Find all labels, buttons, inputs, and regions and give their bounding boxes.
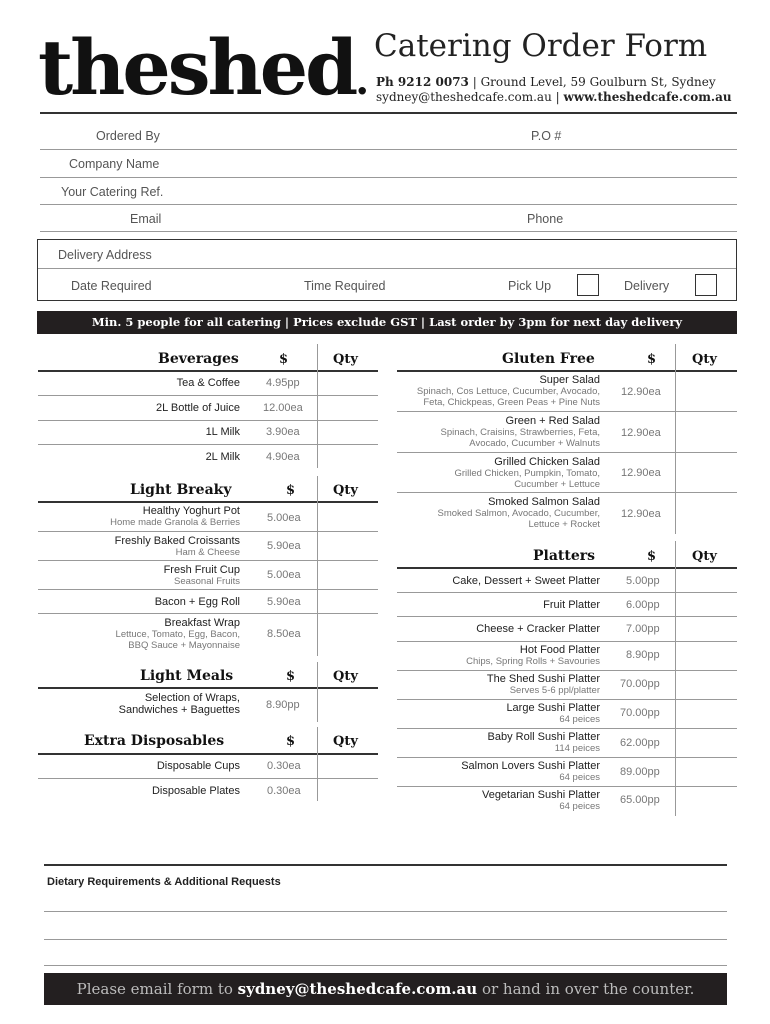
- email-phone-field[interactable]: [40, 231, 737, 232]
- qty-entry-line[interactable]: [38, 613, 378, 614]
- light-breaky-price-header: $: [286, 483, 296, 498]
- delivery-address-label: Delivery Address: [58, 248, 152, 262]
- website-link[interactable]: www.theshedcafe.com.au: [563, 90, 732, 104]
- logo: theshed.: [38, 23, 367, 112]
- catering-ref-label: Your Catering Ref.: [61, 185, 164, 199]
- menu-item: Disposable Cups: [156, 760, 240, 772]
- qty-entry-line[interactable]: [38, 395, 378, 396]
- extra-disposables-price-header: $: [286, 734, 296, 749]
- qty-entry-line[interactable]: [397, 492, 737, 493]
- menu-item: The Shed Sushi Platter Serves 5-6 ppl/platter: [486, 673, 600, 696]
- menu-item: Bacon + Egg Roll: [154, 596, 240, 608]
- extra-disposables-qty-divider: [317, 727, 318, 801]
- item-price: 12.90ea: [621, 386, 661, 398]
- beverages-qty-header: Qty: [333, 352, 358, 367]
- item-price: 5.90ea: [267, 596, 301, 608]
- menu-item: Cake, Dessert + Sweet Platter: [452, 575, 600, 587]
- qty-entry-line[interactable]: [397, 592, 737, 593]
- item-price: 65.00pp: [620, 794, 660, 806]
- ordered-by-field[interactable]: [40, 149, 737, 150]
- date-required-label: Date Required: [71, 279, 152, 293]
- menu-item: Healthy Yoghurt Pot Home made Granola & Berries: [110, 505, 240, 528]
- address: | Ground Level, 59 Goulburn St, Sydney: [472, 75, 716, 89]
- item-price: 62.00pp: [620, 737, 660, 749]
- light-breaky-title: Light Breaky: [130, 482, 232, 498]
- light-breaky-divider: [38, 501, 378, 503]
- menu-item: Baby Roll Sushi Platter 114 peices: [487, 731, 600, 754]
- light-meals-qty-divider: [317, 662, 318, 722]
- qty-entry-line[interactable]: [38, 560, 378, 561]
- pick-up-label: Pick Up: [508, 279, 552, 293]
- dietary-line[interactable]: [44, 965, 727, 966]
- dietary-line[interactable]: [44, 911, 727, 912]
- menu-item: Freshly Baked Croissants Ham & Cheese: [114, 535, 240, 558]
- time-required-label: Time Required: [304, 279, 386, 293]
- item-price: 12.90ea: [621, 467, 661, 479]
- menu-item: Fresh Fruit Cup Seasonal Fruits: [163, 564, 240, 587]
- menu-item: 2L Milk: [205, 451, 240, 463]
- platters-qty-divider: [675, 541, 676, 816]
- item-price: 5.00ea: [267, 569, 301, 581]
- menu-item: Green + Red Salad Spinach, Craisins, Strawberries, Feta, Avocado, Cucumber + Walnuts: [440, 415, 600, 449]
- item-price: 5.00pp: [626, 575, 660, 587]
- item-price: 4.95pp: [266, 377, 300, 389]
- qty-entry-line[interactable]: [397, 786, 737, 787]
- menu-item: Smoked Salmon Salad Smoked Salmon, Avocado, Cucumber, Lettuce + Rocket: [437, 496, 600, 530]
- company-name-field[interactable]: [40, 177, 737, 178]
- platters-divider: [397, 567, 737, 569]
- platters-price-header: $: [647, 549, 657, 564]
- pick-up-checkbox[interactable]: [577, 274, 599, 296]
- header-divider: [40, 112, 737, 114]
- menu-item: Breakfast Wrap Lettuce, Tomato, Egg, Bacon, BBQ Sauce + Mayonnaise: [115, 617, 240, 651]
- qty-entry-line[interactable]: [397, 452, 737, 453]
- contact-line-2: [376, 90, 732, 104]
- catering-ref-field[interactable]: [40, 204, 737, 205]
- menu-item: Large Sushi Platter 64 peices: [506, 702, 600, 725]
- email-label: Email: [130, 212, 162, 226]
- dietary-line[interactable]: [44, 939, 727, 940]
- phone-number: Ph 9212 0073: [376, 75, 469, 89]
- dietary-requirements-label: Dietary Requirements & Additional Requests: [47, 876, 281, 888]
- menu-item: 2L Bottle of Juice: [156, 402, 240, 414]
- gluten-free-divider: [397, 370, 737, 372]
- item-price: 89.00pp: [620, 766, 660, 778]
- item-price: 12.90ea: [621, 508, 661, 520]
- light-meals-qty-header: Qty: [333, 669, 358, 684]
- beverages-price-header: $: [279, 352, 289, 367]
- qty-entry-line[interactable]: [38, 531, 378, 532]
- menu-item: Cheese + Cracker Platter: [476, 623, 600, 635]
- ordered-by-label: Ordered By: [96, 129, 160, 143]
- phone-label: Phone: [527, 212, 564, 226]
- item-price: 0.30ea: [267, 785, 301, 797]
- item-price: 0.30ea: [267, 760, 301, 772]
- delivery-label: Delivery: [624, 279, 670, 293]
- item-price: 8.90pp: [626, 649, 660, 661]
- menu-item: Vegetarian Sushi Platter 64 peices: [481, 789, 600, 812]
- item-price: 5.00ea: [267, 512, 301, 524]
- menu-item: Selection of Wraps, Sandwiches + Baguettes: [118, 692, 240, 716]
- extra-disposables-qty-header: Qty: [333, 734, 358, 749]
- gluten-free-title: Gluten Free: [502, 351, 595, 367]
- qty-entry-line[interactable]: [38, 589, 378, 590]
- item-price: 70.00pp: [620, 707, 660, 719]
- delivery-checkbox[interactable]: [695, 274, 717, 296]
- light-meals-divider: [38, 687, 378, 689]
- menu-item: Super Salad Spinach, Cos Lettuce, Cucumber, Avocado, Feta, Chickpeas, Green Peas + Pine Nuts: [416, 374, 600, 408]
- qty-entry-line[interactable]: [38, 444, 378, 445]
- qty-entry-line[interactable]: [397, 757, 737, 758]
- gluten-free-qty-header: Qty: [692, 352, 717, 367]
- light-breaky-qty-divider: [317, 476, 318, 656]
- platters-qty-header: Qty: [692, 549, 717, 564]
- company-name-label: Company Name: [69, 157, 160, 171]
- info-banner: Min. 5 people for all catering | Prices exclude GST | Last order by 3pm for next day delivery: [37, 311, 737, 334]
- contact-line-1: [376, 75, 716, 89]
- qty-entry-line[interactable]: [397, 670, 737, 671]
- menu-item: Fruit Platter: [543, 599, 600, 611]
- light-breaky-qty-header: Qty: [333, 483, 358, 498]
- qty-entry-line[interactable]: [38, 778, 378, 779]
- footer-banner: Please email form to sydney@theshedcafe.com.au or hand in over the counter.: [44, 973, 727, 1005]
- item-price: 12.00ea: [263, 402, 303, 414]
- beverages-title: Beverages: [158, 351, 239, 367]
- form-title: Catering Order Form: [374, 28, 708, 64]
- gluten-free-qty-divider: [675, 344, 676, 534]
- item-price: 12.90ea: [621, 427, 661, 439]
- qty-entry-line[interactable]: [397, 641, 737, 642]
- beverages-divider: [38, 370, 378, 372]
- extra-disposables-divider: [38, 753, 378, 755]
- beverages-qty-divider: [317, 344, 318, 468]
- item-price: 4.90ea: [266, 451, 300, 463]
- light-meals-title: Light Meals: [140, 668, 234, 684]
- item-price: 8.90pp: [266, 699, 300, 711]
- dietary-divider: [44, 864, 727, 866]
- qty-entry-line[interactable]: [38, 420, 378, 421]
- po-label: P.O #: [531, 129, 562, 143]
- item-price: 7.00pp: [626, 623, 660, 635]
- item-price: 3.90ea: [266, 426, 300, 438]
- footer-email[interactable]: sydney@theshedcafe.com.au: [237, 980, 478, 998]
- item-price: 6.00pp: [626, 599, 660, 611]
- qty-entry-line[interactable]: [397, 411, 737, 412]
- light-meals-price-header: $: [286, 669, 296, 684]
- extra-disposables-title: Extra Disposables: [84, 733, 225, 749]
- menu-item: Tea & Coffee: [176, 377, 240, 389]
- platters-title: Platters: [533, 548, 596, 564]
- item-price: 5.90ea: [267, 540, 301, 552]
- delivery-address-field[interactable]: [38, 268, 736, 269]
- menu-item: Disposable Plates: [151, 785, 240, 797]
- item-price: 8.50ea: [267, 628, 301, 640]
- menu-item: 1L Milk: [205, 426, 240, 438]
- item-price: 70.00pp: [620, 678, 660, 690]
- menu-item: Hot Food Platter Chips, Spring Rolls + Savouries: [466, 644, 600, 667]
- menu-item: Salmon Lovers Sushi Platter 64 peices: [461, 760, 600, 783]
- email-address[interactable]: sydney@theshedcafe.com.au |: [376, 90, 560, 104]
- qty-entry-line[interactable]: [397, 699, 737, 700]
- menu-item: Grilled Chicken Salad Grilled Chicken, Pumpkin, Tomato, Cucumber + Lettuce: [454, 456, 600, 490]
- qty-entry-line[interactable]: [397, 616, 737, 617]
- qty-entry-line[interactable]: [397, 728, 737, 729]
- gluten-free-price-header: $: [647, 352, 657, 367]
